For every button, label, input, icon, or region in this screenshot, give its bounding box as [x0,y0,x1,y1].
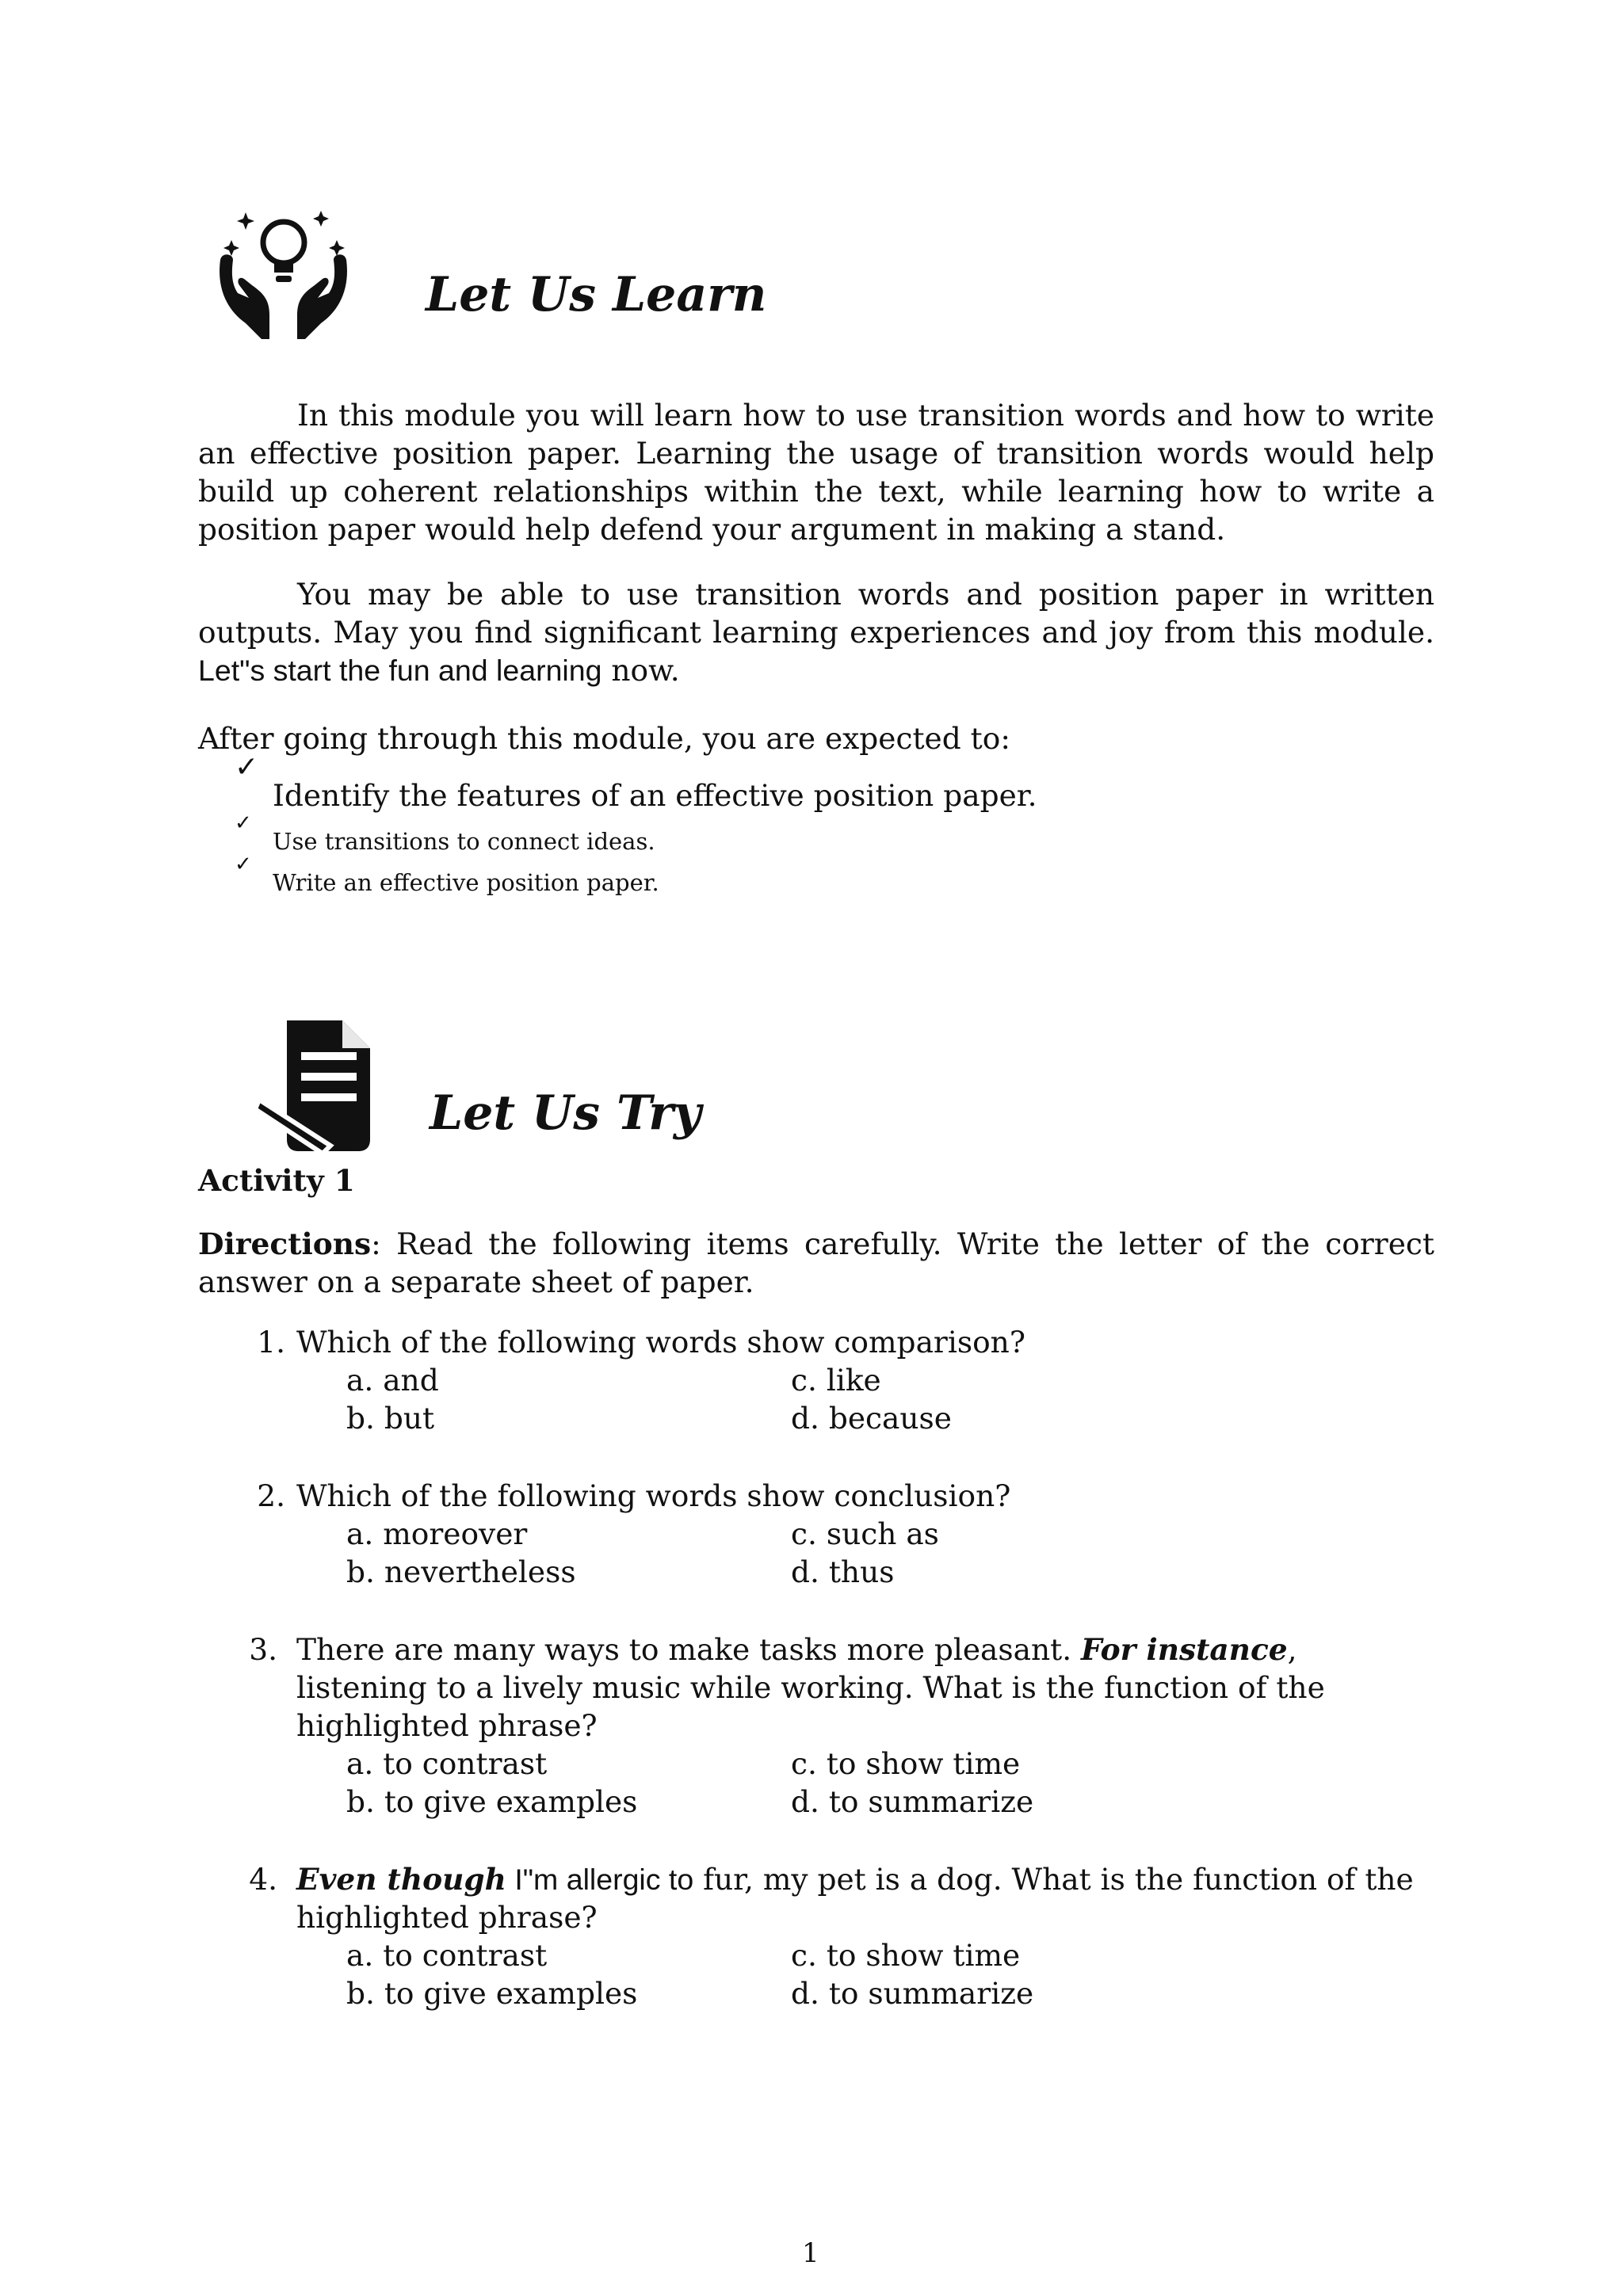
check-icon: ✓ [235,751,259,784]
question-1 [0,1323,1623,1442]
option-b: b. to give examples [346,1784,638,1819]
option-d: d. to summarize [791,1784,1034,1819]
learn-paragraph-1: In this module you will learn how to use transition words and how to write an effective position paper. Learning the usage of transition words would help build up coherent relationships within the text, while learning how to write a position paper would help defend your argument in making a stand. [198,398,1434,547]
objective-3: Write an effective position paper. [273,869,659,896]
option-b: b. but [346,1401,435,1436]
activity-heading: Activity 1 [198,1163,355,1198]
question-text: Which of the following words show conclusion? [296,1478,1011,1513]
option-d: d. to summarize [791,1976,1034,2011]
directions-label: Directions [198,1226,372,1261]
option-c: c. to show time [791,1746,1021,1781]
directions [198,1225,1434,1301]
section-title-learn: Let Us Learn [426,267,767,322]
option-d: d. because [791,1401,952,1436]
section-title-try: Let Us Try [430,1085,701,1141]
check-icon: ✓ [235,852,252,876]
check-icon: ✓ [235,811,252,835]
question-3 [0,1630,1623,1829]
learn-paragraph-2-end: now. [601,653,680,688]
option-a: a. to contrast [346,1746,548,1781]
option-c: c. such as [791,1516,939,1551]
question-text [296,1860,1422,1936]
option-c: c. like [791,1363,881,1398]
option-b: b. nevertheless [346,1554,576,1589]
question-number: 3. [249,1632,277,1667]
learn-paragraph-2-tail: Let"s start the fun and learning [198,654,602,687]
question-text [296,1630,1422,1745]
question-text: Which of the following words show comparison? [296,1325,1025,1360]
question-number: 1. [257,1325,285,1360]
question-2 [0,1477,1623,1596]
option-a: a. moreover [346,1516,528,1551]
question-number: 4. [249,1862,277,1897]
question-text-sans: I"m allergic to [506,1863,694,1896]
objective-1: Identify the features of an effective position paper. [273,778,1037,813]
objective-2: Use transitions to connect ideas. [273,828,655,855]
question-number: 2. [257,1478,285,1513]
lightbulb-in-hands-icon [214,204,353,339]
directions-text: : Read the following items carefully. Write the letter of the correct answer on a separate sheet of paper. [198,1226,1434,1299]
option-b: b. to give examples [346,1976,638,2011]
question-text-pre: There are many ways to make tasks more pleasant. [296,1632,1082,1667]
learn-paragraph-2-main: You may be able to use transition words and position paper in written outputs. May you find significant learning experiences and joy from this module. [198,577,1434,650]
option-a: a. to contrast [346,1938,548,1973]
highlighted-phrase: For instance [1081,1632,1288,1667]
question-text-post: , listening to a lively music while working. What is the function of the highlighted phrase? [296,1632,1325,1743]
document-pen-icon [255,1020,374,1154]
expectations-intro: After going through this module, you are expected to: [198,721,1010,756]
highlighted-phrase: Even though [296,1862,506,1897]
option-d: d. thus [791,1554,895,1589]
question-text-post: fur, my pet is a dog. What is the function of the highlighted phrase? [296,1862,1414,1935]
option-c: c. to show time [791,1938,1021,1973]
question-4 [0,1860,1623,2019]
option-a: a. and [346,1363,439,1398]
learn-paragraph-2 [198,575,1434,689]
page-number: 1 [802,2237,819,2269]
